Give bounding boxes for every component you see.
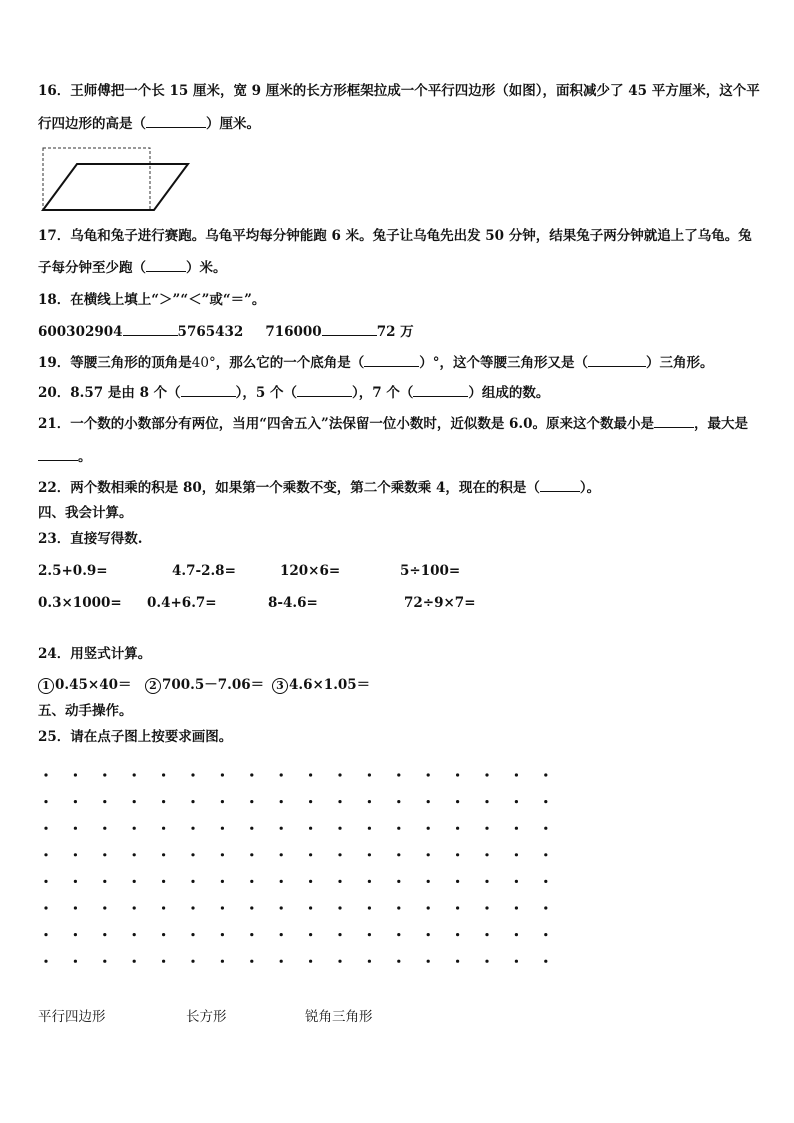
grid-dot <box>515 853 518 856</box>
grid-dot <box>515 933 518 936</box>
grid-dot <box>133 800 136 803</box>
q19-angle: 40° <box>191 355 216 371</box>
q16-line2-post: ）厘米。 <box>206 116 260 132</box>
q24-expr-1: 0.45×40＝ <box>55 677 132 693</box>
grid-dot <box>280 773 283 776</box>
grid-dot <box>456 853 459 856</box>
q24-expr-3: 4.6×1.05＝ <box>289 677 371 693</box>
q25-title: 25．请在点子图上按要求画图。 <box>38 729 233 745</box>
grid-dot <box>103 960 106 963</box>
grid-dot <box>427 880 430 883</box>
grid-dot <box>133 853 136 856</box>
grid-dot <box>544 800 547 803</box>
q18-a-left: 600302904 <box>38 324 123 340</box>
grid-dot <box>427 906 430 909</box>
grid-dot <box>162 800 165 803</box>
grid-dot <box>103 880 106 883</box>
grid-dot <box>309 827 312 830</box>
label-parallelogram: 平行四边形 <box>38 1009 106 1025</box>
q22-pre: 22．两个数相乘的积是 80，如果第一个乘数不变，第二个乘数乘 4，现在的积是（ <box>38 480 540 496</box>
grid-dot <box>221 853 224 856</box>
q16-line1: 16．王师傅把一个长 15 厘米，宽 9 厘米的长方形框架拉成一个平行四边形（如图），面积减少了 45 平方厘米，这个平 <box>38 83 760 99</box>
q20-p2: ），5 个（ <box>235 385 298 401</box>
grid-dot <box>44 880 47 883</box>
q23-r1-c2: 4.7-2.8= <box>172 563 236 579</box>
grid-dot <box>368 880 371 883</box>
grid-dot <box>309 933 312 936</box>
grid-dot <box>338 880 341 883</box>
grid-dot <box>397 853 400 856</box>
grid-dot <box>74 800 77 803</box>
grid-dot <box>515 880 518 883</box>
q19-p3: ，那么它的一个底角是（ <box>215 355 365 371</box>
grid-dot <box>338 773 341 776</box>
grid-dot <box>162 880 165 883</box>
q23-r2-c1: 0.3×1000= <box>38 595 122 611</box>
grid-dot <box>485 933 488 936</box>
q19-p5: ）三角形。 <box>645 355 714 371</box>
q18-a-right: 5765432 <box>177 324 244 340</box>
grid-dot <box>133 960 136 963</box>
grid-dot <box>191 827 194 830</box>
grid-dot <box>44 800 47 803</box>
grid-dot <box>250 933 253 936</box>
grid-dot <box>44 906 47 909</box>
grid-dot <box>133 880 136 883</box>
grid-dot <box>221 906 224 909</box>
grid-dot <box>250 960 253 963</box>
grid-dot <box>397 800 400 803</box>
section-4-heading: 四、我会计算。 <box>38 505 133 521</box>
grid-dot <box>397 960 400 963</box>
grid-dot <box>280 933 283 936</box>
grid-dot <box>368 906 371 909</box>
grid-dot <box>427 933 430 936</box>
grid-dot <box>515 800 518 803</box>
grid-dot <box>515 773 518 776</box>
grid-dot <box>221 960 224 963</box>
grid-dot <box>368 773 371 776</box>
grid-dot <box>456 800 459 803</box>
grid-dot <box>397 827 400 830</box>
grid-dot <box>221 800 224 803</box>
grid-dot <box>191 800 194 803</box>
grid-dot <box>544 906 547 909</box>
grid-dot <box>103 933 106 936</box>
q22-post: ）。 <box>579 480 601 496</box>
grid-dot <box>515 960 518 963</box>
circled-number-2: 2 <box>145 678 161 694</box>
grid-dot <box>103 906 106 909</box>
q24-expr-2: 700.5－7.06＝ <box>162 677 265 693</box>
grid-dot <box>280 960 283 963</box>
grid-dot <box>485 853 488 856</box>
grid-dot <box>162 933 165 936</box>
q19-p1: 19．等腰三角形的顶角是 <box>38 355 192 371</box>
grid-dot <box>280 800 283 803</box>
q23-title: 23．直接写得数. <box>38 531 143 547</box>
grid-dot <box>485 880 488 883</box>
grid-dot <box>397 880 400 883</box>
grid-dot <box>309 880 312 883</box>
grid-dot <box>427 960 430 963</box>
grid-dot <box>250 773 253 776</box>
grid-dot <box>221 827 224 830</box>
grid-dot <box>338 827 341 830</box>
grid-dot <box>427 773 430 776</box>
grid-dot <box>74 960 77 963</box>
grid-dot <box>368 960 371 963</box>
grid-dot <box>191 880 194 883</box>
grid-dot <box>544 960 547 963</box>
grid-dot <box>133 773 136 776</box>
grid-dot <box>544 853 547 856</box>
q17-line2-pre: 子每分钟至少跑（ <box>38 260 146 276</box>
grid-dot <box>368 853 371 856</box>
grid-dot <box>368 827 371 830</box>
grid-dot <box>485 800 488 803</box>
grid-dot <box>309 773 312 776</box>
grid-dot <box>515 906 518 909</box>
grid-dot <box>191 773 194 776</box>
grid-dot <box>456 933 459 936</box>
grid-dot <box>191 853 194 856</box>
q23-r2-c4: 72÷9×7= <box>404 595 476 611</box>
grid-dot <box>74 906 77 909</box>
grid-dot <box>250 800 253 803</box>
q18-b-right: 72 万 <box>376 324 414 340</box>
grid-dot <box>485 960 488 963</box>
grid-dot <box>44 853 47 856</box>
grid-dot <box>280 827 283 830</box>
grid-dot <box>456 827 459 830</box>
q20-p1: 20．8.57 是由 8 个（ <box>38 385 181 401</box>
grid-dot <box>162 906 165 909</box>
grid-dot <box>74 853 77 856</box>
grid-dot <box>162 827 165 830</box>
grid-dot <box>221 880 224 883</box>
q20-p4: ）组成的数。 <box>468 385 550 401</box>
q23-r1-c1: 2.5+0.9= <box>38 563 108 579</box>
grid-dot <box>456 880 459 883</box>
grid-dot <box>544 827 547 830</box>
grid-dot <box>338 853 341 856</box>
grid-dot <box>456 906 459 909</box>
grid-dot <box>191 906 194 909</box>
circled-number-1: 1 <box>38 678 54 694</box>
section-5-heading: 五、动手操作。 <box>38 703 133 719</box>
grid-dot <box>74 773 77 776</box>
grid-dot <box>162 960 165 963</box>
grid-dot <box>250 880 253 883</box>
grid-dot <box>309 800 312 803</box>
q24-title: 24．用竖式计算。 <box>38 646 152 662</box>
grid-dot <box>74 933 77 936</box>
grid-dot <box>221 933 224 936</box>
grid-dot <box>515 827 518 830</box>
grid-dot <box>544 773 547 776</box>
grid-dot <box>162 853 165 856</box>
grid-dot <box>250 853 253 856</box>
grid-dot <box>191 960 194 963</box>
q21-line1-text: 21．一个数的小数部分有两位，当用“四舍五入”法保留一位小数时，近似数是 6.0。原来这个数最小是 <box>38 416 655 432</box>
grid-dot <box>397 773 400 776</box>
q18-title: 18．在横线上填上“＞”“＜”或“＝”。 <box>38 292 266 308</box>
grid-dot <box>544 933 547 936</box>
grid-dot <box>103 827 106 830</box>
grid-dot <box>250 906 253 909</box>
grid-dot <box>427 853 430 856</box>
grid-dot <box>133 933 136 936</box>
q17-line1: 17．乌龟和兔子进行赛跑。乌龟平均每分钟能跑 6 米。兔子让乌龟先出发 50 分钟，结果兔子两分钟就追上了乌龟。兔 <box>38 228 752 244</box>
grid-dot <box>280 853 283 856</box>
grid-dot <box>250 827 253 830</box>
grid-dot <box>368 800 371 803</box>
grid-dot <box>338 800 341 803</box>
grid-dot <box>44 933 47 936</box>
q23-r2-c2: 0.4+6.7= <box>147 595 217 611</box>
label-acute-triangle: 锐角三角形 <box>305 1009 373 1025</box>
grid-dot <box>397 906 400 909</box>
label-rectangle: 长方形 <box>186 1009 227 1025</box>
grid-dot <box>338 960 341 963</box>
grid-dot <box>44 827 47 830</box>
grid-dot <box>133 906 136 909</box>
grid-dot <box>397 933 400 936</box>
grid-dot <box>485 906 488 909</box>
q23-r1-c4: 5÷100= <box>400 563 461 579</box>
grid-dot <box>309 960 312 963</box>
grid-dot <box>427 827 430 830</box>
grid-dot <box>280 906 283 909</box>
q21-line1-post: ，最大是 <box>694 416 749 432</box>
grid-dot <box>162 773 165 776</box>
grid-dot <box>368 933 371 936</box>
grid-dot <box>456 773 459 776</box>
q23-r1-c3: 120×6= <box>280 563 341 579</box>
grid-dot <box>103 773 106 776</box>
grid-dot <box>427 800 430 803</box>
grid-dot <box>133 827 136 830</box>
grid-dot <box>338 933 341 936</box>
q20-p3: ），7 个（ <box>352 385 414 401</box>
q21-line2-post: 。 <box>78 449 92 465</box>
grid-dot <box>74 880 77 883</box>
grid-dot <box>74 827 77 830</box>
grid-dot <box>456 960 459 963</box>
grid-dot <box>485 827 488 830</box>
grid-dot <box>221 773 224 776</box>
grid-dot <box>338 906 341 909</box>
grid-dot <box>103 800 106 803</box>
grid-dot <box>103 853 106 856</box>
grid-dot <box>544 880 547 883</box>
grid-dot <box>309 906 312 909</box>
q23-r2-c3: 8-4.6= <box>268 595 318 611</box>
grid-dot <box>485 773 488 776</box>
grid-dot <box>44 960 47 963</box>
q17-line2-post: ）米。 <box>186 260 227 276</box>
grid-dot <box>191 933 194 936</box>
grid-dot <box>309 853 312 856</box>
q18-b-left: 716000 <box>265 324 322 340</box>
grid-dot <box>280 880 283 883</box>
circled-number-3: 3 <box>272 678 288 694</box>
q19-p4: ）°，这个等腰三角形又是（ <box>419 355 588 371</box>
q16-line2-pre: 行四边形的高是（ <box>38 116 146 132</box>
grid-dot <box>44 773 47 776</box>
